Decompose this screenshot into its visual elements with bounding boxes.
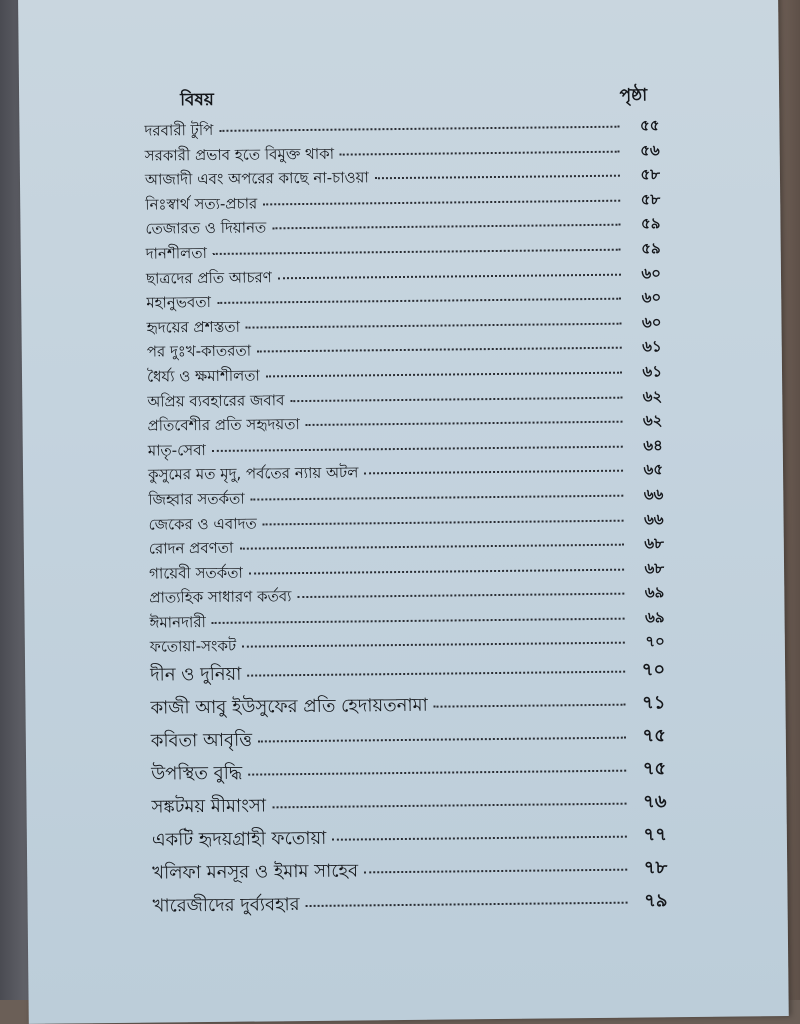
dot-leader (306, 421, 623, 426)
toc-entry-page: ৭৯ (644, 890, 668, 912)
toc-entry-page: ৬০ (641, 288, 662, 307)
dot-leader (364, 869, 627, 874)
toc-entry-page: ৬৫ (643, 460, 664, 479)
toc-entry-title: মহানুভবতা (146, 293, 212, 312)
table-of-contents (144, 82, 668, 924)
dot-leader (364, 470, 623, 475)
dot-leader (213, 249, 621, 255)
dot-leader (340, 150, 620, 155)
dot-leader (219, 126, 619, 132)
toc-entry-title: নিঃস্বার্থ সত্য-প্রচার (145, 194, 258, 214)
toc-entry-page: ৬০ (641, 313, 662, 332)
toc-entry-page: ৬৪ (643, 435, 663, 455)
toc-entry-page: ৫৫ (639, 116, 660, 135)
topic-heading: বিষয় (180, 89, 214, 111)
toc-entry-title: প্রতিবেশীর প্রতি সহৃদয়তা (147, 415, 300, 435)
toc-entry-title: আজাদী এবং অপরের কাছে না-চাওয়া (144, 168, 369, 189)
toc-entry-page: ৬৯ (644, 608, 665, 627)
toc-entry-title: কাজী আবু ইউসুফের প্রতি হেদায়তনামা (150, 694, 428, 719)
toc-entry-title: কুসুমের মত মৃদু, পর্বতের ন্যায় অটল (147, 463, 359, 484)
toc-list (144, 114, 667, 924)
toc-entry-title: হৃদয়ের প্রশস্ততা (146, 317, 241, 337)
dot-leader (247, 671, 625, 677)
toc-entry-page: ৭৮ (643, 857, 668, 879)
toc-entry-title: দানশীলতা (145, 243, 207, 263)
toc-entry-title: গায়েবী সতর্কতা (149, 563, 243, 583)
toc-entry-title: দীন ও দুনিয়া (150, 663, 242, 686)
dot-leader (242, 642, 625, 648)
toc-header (144, 82, 659, 115)
toc-entry (151, 787, 666, 825)
toc-entry-title: জেকের ও এবাদত (148, 514, 257, 534)
toc-entry-title: সরকারী প্রভাব হতে বিমুক্ত থাকা (144, 144, 335, 165)
toc-entry-title: তেজারত ও দিয়ানত (145, 218, 267, 239)
toc-entry-page: ৫৯ (640, 214, 661, 233)
dot-leader (297, 593, 624, 598)
dot-leader (434, 704, 626, 708)
dot-leader (263, 519, 624, 525)
toc-entry (152, 820, 667, 858)
toc-entry-page: ৬২ (642, 386, 663, 405)
toc-entry-title: দরবারী টুপি (144, 120, 214, 140)
toc-entry-title: ছাত্রদের প্রতি আচরণ (145, 267, 272, 288)
toc-entry-page: ৭৭ (643, 824, 667, 846)
toc-entry-page: ৫৮ (640, 190, 661, 209)
toc-entry-page: ৫৬ (640, 140, 660, 160)
dot-leader (257, 347, 622, 353)
toc-entry-title: জিহ্বার সতর্কতা (148, 489, 245, 509)
toc-entry-page: ৭০ (641, 659, 666, 681)
dot-leader (375, 175, 620, 180)
toc-entry-title: উপস্থিত বুদ্ধি (151, 762, 243, 785)
toc-entry-title: কবিতা আবৃত্তি (150, 729, 253, 752)
dot-leader (290, 396, 622, 401)
toc-entry-title: পর দুঃখ-কাতরতা (146, 341, 252, 361)
toc-entry-page: ৬৮ (644, 558, 665, 578)
toc-entry-page: ৫৯ (641, 239, 661, 258)
toc-entry-title: খলিফা মনসূর ও ইমাম সাহেব (152, 860, 359, 884)
toc-entry-page: ৬৮ (644, 534, 664, 553)
dot-leader (278, 273, 621, 279)
toc-entry (151, 721, 666, 759)
toc-entry-page: ৭৫ (642, 725, 666, 747)
dot-leader (239, 544, 623, 550)
dot-leader (272, 224, 620, 230)
toc-entry-page: ৭০ (645, 632, 665, 651)
toc-entry-title: খারেজীদের দুর্ব্যবহার (152, 894, 300, 917)
dot-leader (246, 322, 622, 328)
toc-entry-page: ৬২ (642, 411, 663, 430)
toc-entry-title: অপ্রিয় ব্যবহারের জবাব (147, 390, 285, 411)
toc-entry-page: ৬০ (641, 263, 662, 283)
toc-entry-page: ৬৬ (643, 509, 664, 528)
dot-leader (212, 445, 623, 451)
toc-entry-page: ৭১ (641, 692, 666, 714)
dot-leader (332, 836, 627, 841)
toc-entry (150, 655, 665, 693)
toc-entry-title: মাতৃ-সেবা (147, 440, 206, 460)
dot-leader (258, 737, 626, 743)
dot-leader (263, 199, 620, 205)
dot-leader (212, 618, 625, 624)
dot-leader (217, 298, 621, 304)
toc-entry-page: ৭৫ (642, 758, 667, 780)
toc-entry-page: ৫৮ (640, 165, 661, 184)
page-heading: পৃষ্ঠা (619, 85, 648, 106)
toc-entry-page: ৬৯ (644, 583, 665, 602)
toc-entry-title: ঈমানদারী (149, 612, 206, 632)
toc-entry-page: ৬৬ (643, 485, 664, 504)
dot-leader (251, 495, 624, 501)
toc-entry-title: একটি হৃদয়গ্রাহী ফতোয়া (151, 827, 327, 851)
toc-entry (152, 886, 667, 924)
dot-leader (266, 372, 622, 378)
book-page (18, 0, 789, 1024)
toc-entry-title: রোদন প্রবণতা (148, 538, 234, 558)
dot-leader (249, 568, 624, 574)
toc-entry-title: ধৈর্য্য ও ক্ষমাশীলতা (146, 366, 260, 386)
toc-entry-page: ৬১ (642, 362, 663, 381)
toc-entry (152, 853, 667, 891)
dot-leader (248, 770, 626, 776)
toc-entry (151, 754, 666, 792)
toc-entry-title: সঙ্কটময় মীমাংসা (151, 795, 267, 818)
toc-entry-title: ফতোয়া-সংকট (149, 637, 237, 657)
toc-entry (150, 688, 665, 726)
toc-entry-page: ৬১ (642, 337, 662, 356)
toc-entry-title: প্রাত্যহিক সাধারণ কর্তব্য (149, 587, 292, 607)
toc-entry-page: ৭৬ (642, 791, 667, 813)
dot-leader (306, 902, 628, 907)
dot-leader (272, 803, 627, 809)
